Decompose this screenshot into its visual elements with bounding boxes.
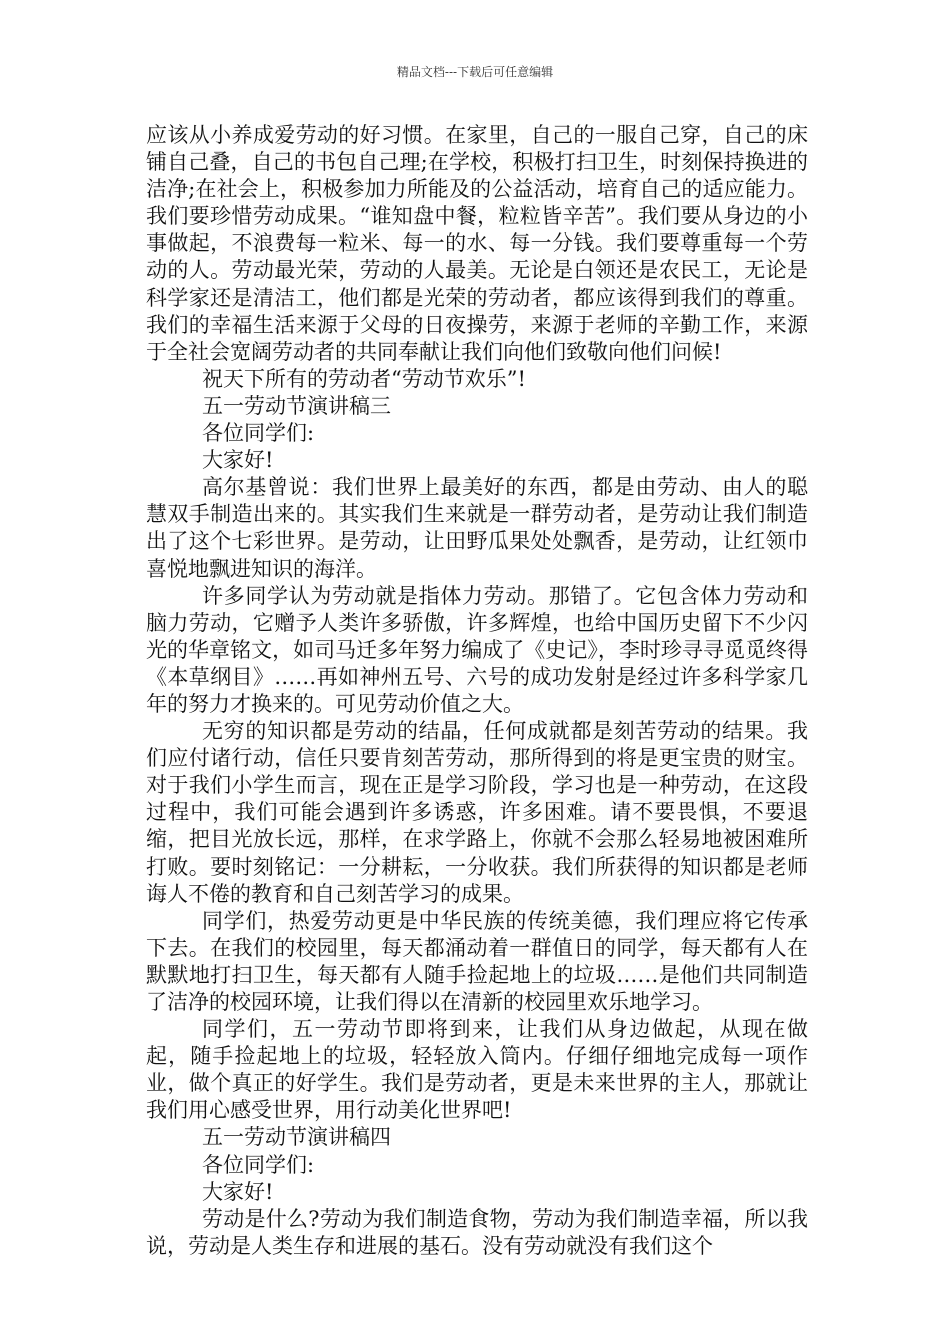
paragraph: 高尔基曾说：我们世界上最美好的东西，都是由劳动、由人的聪慧双手制造出来的。其实我们生来就是一群劳动者，是劳动让我们制造出了这个七彩世界。是劳动，让田野瓜果处处飘香，是劳动，让红领巾喜悦地飘进知识的海洋。	[146, 475, 808, 581]
paragraph: 同学们，热爱劳动更是中华民族的传统美德，我们理应将它传承下去。在我们的校园里，每天都涌动着一群值日的同学，每天都有人在默默地打扫卫生，每天都有人随手捡起地上的垃圾……是他们共同制造了洁净的校园环境，让我们得以在清新的校园里欢乐地学习。	[146, 908, 808, 1014]
salutation: 各位同学们:	[202, 1152, 315, 1177]
document-body	[146, 122, 808, 1260]
greeting: 大家好!	[202, 1179, 274, 1204]
paragraph: 无穷的知识都是劳动的结晶，任何成就都是刻苦劳动的结果。我们应付诸行动，信任只要肯刻苦劳动，那所得到的将是更宝贵的财宝。对于我们小学生而言，现在正是学习阶段，学习也是一种劳动，在这段过程中，我们可能会遇到许多诱惑，许多困难。请不要畏惧，不要退缩，把目光放长远，那样，在求学路上，你就不会那么轻易地被困难所打败。要时刻铭记：一分耕耘，一分收获。我们所获得的知识都是老师诲人不倦的教育和自己刻苦学习的成果。	[146, 719, 808, 906]
paragraph: 劳动是什么?劳动为我们制造食物，劳动为我们制造幸福，所以我说，劳动是人类生存和进展的基石。没有劳动就没有我们这个	[146, 1206, 808, 1258]
section-title: 五一劳动节演讲稿四	[202, 1125, 391, 1150]
page-header: 精品文档---下载后可任意编辑	[396, 65, 554, 79]
greeting: 大家好!	[202, 448, 274, 473]
paragraph: 应该从小养成爱劳动的好习惯。在家里，自己的一服自己穿，自己的床铺自己叠，自己的书包自己理;在学校，积极打扫卫生，时刻保持换进的洁净;在社会上，积极参加力所能及的公益活动，培育自己的适应能力。我们要珍惜劳动成果。“谁知盘中餐，粒粒皆辛苦”。我们要从身边的小事做起，不浪费每一粒米、每一的水、每一分钱。我们要尊重每一个劳动的人。劳动最光荣，劳动的人最美。无论是白领还是农民工，无论是科学家还是清洁工，他们都是光荣的劳动者，都应该得到我们的尊重。我们的幸福生活来源于父母的日夜操劳，来源于老师的辛勤工作，来源于全社会宽阔劳动者的共同奉献让我们向他们致敬向他们问候!	[146, 123, 808, 364]
paragraph: 同学们，五一劳动节即将到来，让我们从身边做起，从现在做起，随手捡起地上的垃圾，轻轻放入筒内。仔细仔细地完成每一项作业，做个真正的好学生。我们是劳动者，更是未来世界的主人，那就让我们用心感受世界，用行动美化世界吧!	[146, 1017, 808, 1123]
paragraph: 许多同学认为劳动就是指体力劳动。那错了。它包含体力劳动和脑力劳动，它赠予人类许多骄傲，许多辉煌，也给中国历史留下不少闪光的华章铭文，如司马迁多年努力编成了《史记》，李时珍寻寻觅觅终得《本草纲目》……再如神州五号、六号的成功发射是经过许多科学家几年的努力才换来的。可见劳动价值之大。	[146, 583, 808, 716]
section-title: 五一劳动节演讲稿三	[202, 393, 391, 418]
paragraph: 祝天下所有的劳动者“劳动节欢乐”!	[202, 366, 526, 391]
salutation: 各位同学们:	[202, 421, 315, 446]
